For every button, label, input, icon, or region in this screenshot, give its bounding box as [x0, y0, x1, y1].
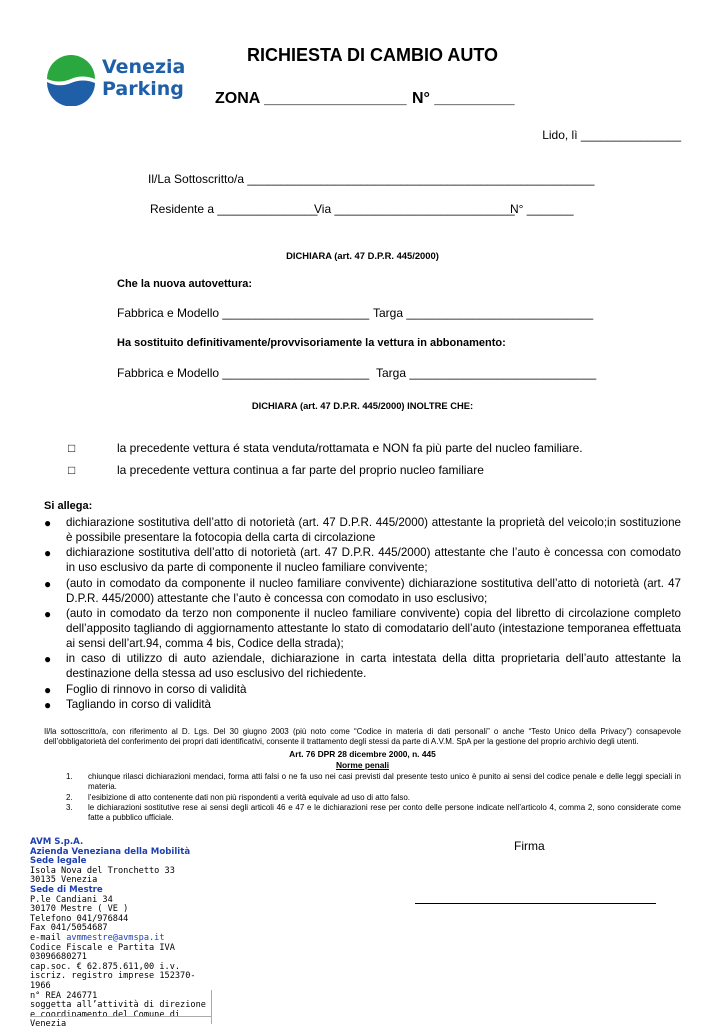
sede-mestre-address: P.le Candiani 34: [30, 894, 113, 905]
sede-mestre-label: Sede di Mestre: [30, 884, 103, 895]
bullet-icon: ●: [44, 516, 52, 530]
option-box-icon[interactable]: □: [68, 463, 76, 477]
allegato-item: dichiarazione sostitutiva dell’atto di notorietà (art. 47 D.P.R. 445/2000) attestante che l’auto è concessa con comodato in uso esclusivo da parte di componente il nucleo familiare convivente;: [66, 546, 681, 574]
bullet-icon: ●: [44, 698, 52, 712]
zona-field: ZONA ________________: [215, 90, 407, 107]
allegato-item: in caso di utilizzo di auto aziendale, dichiarazione in carta intestata della ditta proprietaria dell’auto attestante la destinazione della stessa ad uso esclusivo del richiedente.: [66, 652, 681, 680]
company-full-name: Azienda Veneziana della Mobilità: [30, 846, 191, 857]
fabbrica-modello-nuova: Fabbrica e Modello ______________________: [117, 306, 370, 320]
sede-mestre-city: 30170 Mestre ( VE ): [30, 904, 129, 915]
company-footer: [30, 838, 215, 1030]
allegato-item: Tagliando in corso di validità: [66, 698, 212, 711]
codice-fiscale-label: Codice Fiscale e Partita IVA: [30, 942, 175, 953]
bullet-icon: ●: [44, 607, 52, 621]
email-label: e-mail: [30, 932, 67, 943]
targa-vecchia: Targa ____________________________: [376, 366, 597, 380]
logo-mark-icon: [44, 52, 98, 106]
norme-num: 2.: [66, 793, 73, 802]
norme-item: l’esibizione di atto contenente dati non più rispondenti a verità equivale ad uso di atto falso.: [88, 793, 410, 802]
privacy-note: Il/la sottoscritto/a, con riferimento al D. Lgs. Del 30 giugno 2003 (più noto come “Codice in materia di dati personali” o anche “Testo Unico della Privacy”) consapevole dell’obbligatorietà del conferimento dei propri dati identificativi, consente il trattamento degli stessi da parte di A.V.M. SpA per la gestione del proprio archivio degli utenti.: [44, 727, 681, 746]
bullet-icon: ●: [44, 546, 52, 560]
coordinamento-note: e coordinamento del Comune di Venezia: [30, 1009, 181, 1030]
norme-title: Norme penali: [335, 760, 390, 770]
logo: [44, 52, 194, 108]
dichiara-inoltre-heading: DICHIARA (art. 47 D.P.R. 445/2000) INOLTRE CHE:: [251, 400, 474, 411]
telephone: Telefono 041/976844: [30, 913, 129, 924]
norme-num: 3.: [66, 803, 73, 812]
norme-num: 1.: [66, 772, 73, 781]
rea-number: n° REA 246771: [30, 990, 98, 1001]
sede-legale-city: 30135 Venezia: [30, 875, 98, 886]
residente-field: Residente a _______________: [150, 202, 318, 216]
option-box-icon[interactable]: □: [68, 441, 76, 455]
capitale-sociale: cap.soc. € 62.875.611,00 i.v.: [30, 961, 181, 972]
firma-label: Firma: [514, 839, 545, 853]
allegato-item: (auto in comodato da componente il nucleo familiare convivente) dichiarazione sostitutiva dell’atto di notorietà (art. 47 D.P.R. 445/2000) attestante che l’auto è concessa con comodato in uso esclusivo;: [66, 577, 681, 605]
bullet-icon: ●: [44, 683, 52, 697]
sede-legale-address: Isola Nova del Tronchetto 33: [30, 865, 175, 876]
allegato-item: (auto in comodato da terzo non componente il nucleo familiare convivente) copia del libretto di circolazione completo dell’apposito tagliando di aggiornamento attestante lo stato di comodatario dell’auto (intestazione temporanea effettuata ai sensi dell’art.94, comma 4 bis, Codice della strada);: [66, 607, 681, 650]
codice-fiscale: 03096680271: [30, 952, 87, 963]
allegato-item: dichiarazione sostitutiva dell’atto di notorietà (art. 47 D.P.R. 445/2000) attestante la proprietà del veicolo;in sostituzione è possibile presentare la fotocopia della carta di circolazione: [66, 516, 681, 544]
via-field: Via ___________________________: [314, 202, 515, 216]
targa-nuova: Targa ____________________________: [373, 306, 594, 320]
norme-item: chiunque rilasci dichiarazioni mendaci, forma atti falsi o ne fa uso nei casi previsti dal presente testo unico è punito ai sensi del codice penale e delle leggi speciali in materia.: [88, 772, 681, 791]
email-link[interactable]: avmmestre@avmspa.it: [66, 932, 165, 943]
fabbrica-modello-vecchia: Fabbrica e Modello ______________________: [117, 366, 370, 380]
footer-divider-bottom: [30, 1016, 211, 1017]
numero-field: N° _________: [412, 90, 515, 107]
dichiara-heading: DICHIARA (art. 47 D.P.R. 445/2000): [286, 250, 439, 261]
numero-civico-field: N° _______: [510, 202, 574, 216]
sottoscritto-field: Il/La Sottoscritto/a ____________________________________________________: [148, 172, 595, 186]
logo-line1: Venezia: [102, 56, 186, 78]
logo-line2: Parking: [102, 78, 184, 100]
place-date: Lido, lì _______________: [542, 128, 681, 142]
norme-art: Art. 76 DPR 28 dicembre 2000, n. 445: [289, 749, 436, 759]
company-name: AVM S.p.A.: [30, 837, 84, 847]
norme-item: le dichiarazioni sostitutive rese ai sensi degli articoli 46 e 47 e le dichiarazioni rese per conto delle persone indicate nell’articolo 4, comma 2, sono considerate come fatte a pubblico ufficiale.: [88, 803, 681, 822]
allegato-item: Foglio di rinnovo in corso di validità: [66, 683, 247, 696]
bullet-icon: ●: [44, 577, 52, 591]
firma-line[interactable]: [415, 903, 656, 904]
option-venduta: la precedente vettura é stata venduta/rottamata e NON fa più parte del nucleo familiare.: [117, 441, 583, 455]
direzione-note: soggetta all’attività di direzione: [30, 1000, 206, 1011]
allegati-heading: Si allega:: [44, 500, 93, 512]
fax: Fax 041/5054687: [30, 923, 108, 934]
sede-legale-label: Sede legale: [30, 856, 87, 867]
bullet-icon: ●: [44, 652, 52, 666]
registro-imprese: iscriz. registro imprese 152370-1966: [30, 971, 196, 991]
page-title: RICHIESTA DI CAMBIO AUTO: [247, 45, 498, 65]
nuova-autovettura-label: Che la nuova autovettura:: [117, 278, 253, 290]
sostituito-label: Ha sostituito definitivamente/provvisoriamente la vettura in abbonamento:: [117, 337, 506, 349]
option-continua: la precedente vettura continua a far parte del proprio nucleo familiare: [117, 463, 484, 477]
footer-divider: [211, 990, 212, 1024]
